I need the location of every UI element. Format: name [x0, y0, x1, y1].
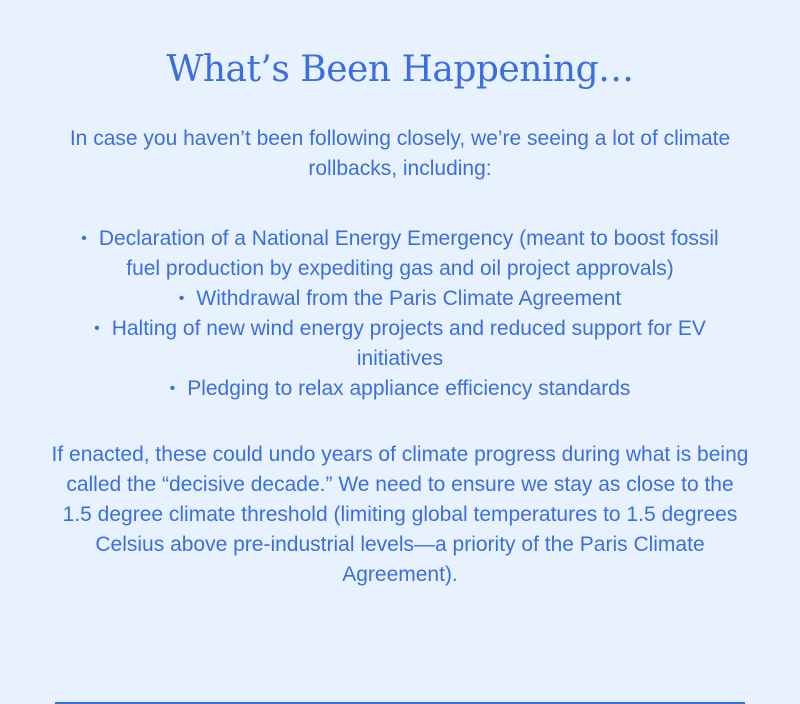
intro-paragraph: In case you haven’t been following closely, we’re seeing a lot of climate rollbacks, including:: [69, 127, 731, 180]
bullet-icon: •: [81, 230, 87, 247]
bullet-icon: •: [169, 380, 176, 397]
list-item-text: Withdrawal from the Paris Climate Agreement: [196, 287, 622, 310]
list-item-text: Halting of new wind energy projects and reduced support for EV initiatives: [111, 317, 706, 370]
list-item-text: Declaration of a National Energy Emergency (meant to boost fossil fuel production by expediting gas and oil project approvals): [98, 227, 719, 280]
outro-paragraph: If enacted, these could undo years of climate progress during what is being called the “decisive decade.” We need to ensure we stay as close to the 1.5 degree climate threshold (limiting global temperatures to 1.5 degrees Celsius above pre-industrial levels—a priority of the Paris Climate Agreement).: [51, 443, 749, 586]
rollback-list: [70, 224, 730, 404]
list-item-text: Pledging to relax appliance efficiency standards: [187, 377, 631, 400]
list-item: [70, 224, 730, 284]
bullet-icon: •: [94, 320, 100, 337]
list-item: [70, 374, 730, 404]
list-item: [70, 314, 730, 374]
section-heading: What’s Been Happening…: [166, 49, 634, 90]
list-item: [70, 284, 730, 314]
bullet-icon: •: [178, 290, 185, 307]
